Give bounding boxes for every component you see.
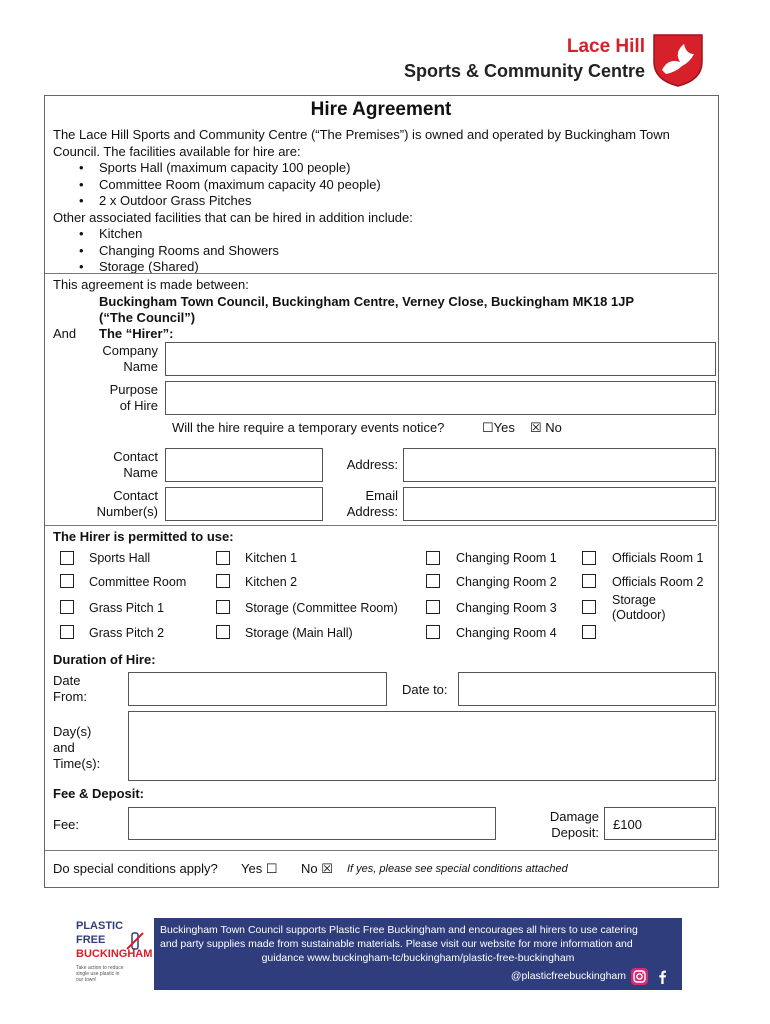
contact-name-label <box>113 449 158 481</box>
label-line: Deposit: <box>551 825 599 840</box>
list-item: • Sports Hall (maximum capacity 100 people) <box>53 160 708 177</box>
changing-room-1-checkbox[interactable] <box>426 551 440 565</box>
date-from-label <box>53 673 87 705</box>
footer-text-line: Buckingham Town Council supports Plastic Free Buckingham and encourages all hirers to use catering <box>160 924 638 936</box>
logo-line: FREE <box>76 934 106 946</box>
brand-subtitle: Sports & Community Centre <box>403 61 645 81</box>
special-no-checkbox[interactable]: No ☒ <box>301 861 333 876</box>
grass-pitch-1-label: Grass Pitch 1 <box>89 601 165 615</box>
label-line: Time(s): <box>53 756 101 771</box>
logo-tagline: Take action to reduce single use plastic in our town! <box>76 965 124 983</box>
grass-pitch-2-checkbox[interactable] <box>60 625 74 639</box>
footer-banner <box>154 918 682 990</box>
list-item: • Committee Room (maximum capacity 40 people) <box>53 177 708 194</box>
brand-name: Lace Hill <box>566 36 645 57</box>
footer-text-line: guidance www.buckingham-tc/buckingham/plastic-free-buckingham <box>261 952 575 964</box>
contact-name-input[interactable] <box>165 448 323 482</box>
fee-input[interactable] <box>128 807 496 840</box>
storage-committee-checkbox[interactable] <box>216 600 230 614</box>
damage-deposit-value: £100 <box>613 817 642 832</box>
email-input[interactable] <box>403 487 716 521</box>
additional-list <box>53 226 708 276</box>
facilities-heading: The Hirer is permitted to use: <box>53 529 234 544</box>
page-title: Hire Agreement <box>310 99 452 120</box>
extra-checkbox[interactable] <box>582 625 596 639</box>
divider <box>45 525 717 526</box>
purpose-input[interactable] <box>165 381 716 415</box>
changing-room-4-checkbox[interactable] <box>426 625 440 639</box>
bottle-crossed-icon <box>124 930 146 952</box>
committee-room-checkbox[interactable] <box>60 574 74 588</box>
list-item: • Storage (Shared) <box>53 259 708 276</box>
special-yes-checkbox[interactable]: Yes ☐ <box>241 861 278 876</box>
additional-heading: Other associated facilities that can be hired in addition include: <box>53 209 413 225</box>
officials-room-2-checkbox[interactable] <box>582 574 596 588</box>
changing-room-3-label: Changing Room 3 <box>456 601 557 615</box>
storage-outdoor-checkbox[interactable] <box>582 600 596 614</box>
committee-room-label: Committee Room <box>89 575 187 589</box>
storage-committee-label: Storage (Committee Room) <box>245 601 398 615</box>
officials-room-1-checkbox[interactable] <box>582 551 596 565</box>
address-input[interactable] <box>403 448 716 482</box>
label-line: Number(s) <box>96 504 158 519</box>
damage-deposit-label <box>550 809 599 841</box>
tens-yes-checkbox[interactable]: ☐Yes <box>482 420 515 435</box>
changing-room-4-label: Changing Room 4 <box>456 626 557 640</box>
plastic-free-logo <box>68 918 152 990</box>
officials-room-2-label: Officials Room 2 <box>612 575 704 589</box>
contact-number-input[interactable] <box>165 487 323 521</box>
date-from-input[interactable] <box>128 672 387 706</box>
label-line: Storage <box>612 593 656 607</box>
divider <box>45 273 717 274</box>
damage-deposit-input[interactable] <box>604 807 716 840</box>
label-line: From: <box>53 689 87 704</box>
logo-line: BUCKINGHAM <box>76 948 153 960</box>
list-item: • 2 x Outdoor Grass Pitches <box>53 193 708 210</box>
label-line: Contact <box>113 449 158 464</box>
sports-hall-checkbox[interactable] <box>60 551 74 565</box>
sports-hall-label: Sports Hall <box>89 551 151 565</box>
changing-room-1-label: Changing Room 1 <box>456 551 557 565</box>
storage-outdoor-label <box>612 593 666 623</box>
list-item: • Changing Rooms and Showers <box>53 243 708 260</box>
list-item: • Kitchen <box>53 226 708 243</box>
footer-text-line: and party supplies made from sustainable materials. Please visit our website for more information and <box>160 938 633 950</box>
kitchen-2-checkbox[interactable] <box>216 574 230 588</box>
label-line: Date <box>53 673 81 688</box>
label-line: Contact <box>113 488 158 503</box>
kitchen-2-label: Kitchen 2 <box>245 575 298 589</box>
hirer-label: The “Hirer”: <box>99 326 174 341</box>
label-line: Email <box>365 488 398 503</box>
special-note: If yes, please see special conditions attached <box>347 863 568 875</box>
social-handle: @plasticfreebuckingham <box>510 970 626 982</box>
tens-no-checkbox[interactable]: ☒ No <box>530 420 562 435</box>
facilities-list <box>53 160 708 210</box>
company-name-label <box>102 343 158 375</box>
tens-question: Will the hire require a temporary events notice? <box>172 420 445 435</box>
and-label: And <box>53 326 77 341</box>
logo-line: PLASTIC <box>76 920 124 932</box>
changing-room-2-checkbox[interactable] <box>426 574 440 588</box>
contact-number-label <box>97 488 158 520</box>
address-label: Address: <box>346 457 398 472</box>
label-line: and <box>53 740 75 755</box>
storage-main-hall-label: Storage (Main Hall) <box>245 626 353 640</box>
changing-room-3-checkbox[interactable] <box>426 600 440 614</box>
days-times-input[interactable] <box>128 711 716 781</box>
grass-pitch-2-label: Grass Pitch 2 <box>89 626 165 640</box>
council-label: (“The Council”) <box>99 310 196 325</box>
instagram-icon[interactable] <box>631 968 648 985</box>
label-line: Address: <box>346 504 398 519</box>
grass-pitch-1-checkbox[interactable] <box>60 600 74 614</box>
storage-main-hall-checkbox[interactable] <box>216 625 230 639</box>
email-label <box>347 488 398 520</box>
label-line: Purpose <box>109 382 158 397</box>
company-name-input[interactable] <box>165 342 716 376</box>
fee-label: Fee: <box>53 817 80 832</box>
date-to-label: Date to: <box>402 682 448 697</box>
special-conditions-question: Do special conditions apply? <box>53 861 218 876</box>
kitchen-1-checkbox[interactable] <box>216 551 230 565</box>
facebook-icon[interactable] <box>654 968 671 985</box>
kitchen-1-label: Kitchen 1 <box>245 551 298 565</box>
label-line: Damage <box>549 809 599 824</box>
parties-heading: This agreement is made between: <box>53 277 249 292</box>
days-times-label <box>53 724 100 772</box>
duration-heading: Duration of Hire: <box>53 652 156 667</box>
label-line: Name <box>123 465 158 480</box>
label-line: Day(s) <box>53 724 92 739</box>
fees-heading: Fee & Deposit: <box>53 786 145 801</box>
intro-section <box>53 127 708 276</box>
intro-paragraph: The Lace Hill Sports and Community Centre (“The Premises”) is owned and operated by Buckingham Town Council. The facilities available for hire are: <box>53 127 670 159</box>
date-to-input[interactable] <box>458 672 716 706</box>
divider <box>45 850 717 851</box>
changing-room-2-label: Changing Room 2 <box>456 575 557 589</box>
council-details: Buckingham Town Council, Buckingham Centre, Verney Close, Buckingham MK18 1JP <box>99 294 635 309</box>
label-line: (Outdoor) <box>612 608 666 622</box>
officials-room-1-label: Officials Room 1 <box>612 551 704 565</box>
crest-logo <box>650 32 706 88</box>
purpose-label <box>110 382 158 414</box>
label-line: Company <box>102 343 158 358</box>
label-line: of Hire <box>119 398 158 413</box>
label-line: Name <box>123 359 158 374</box>
